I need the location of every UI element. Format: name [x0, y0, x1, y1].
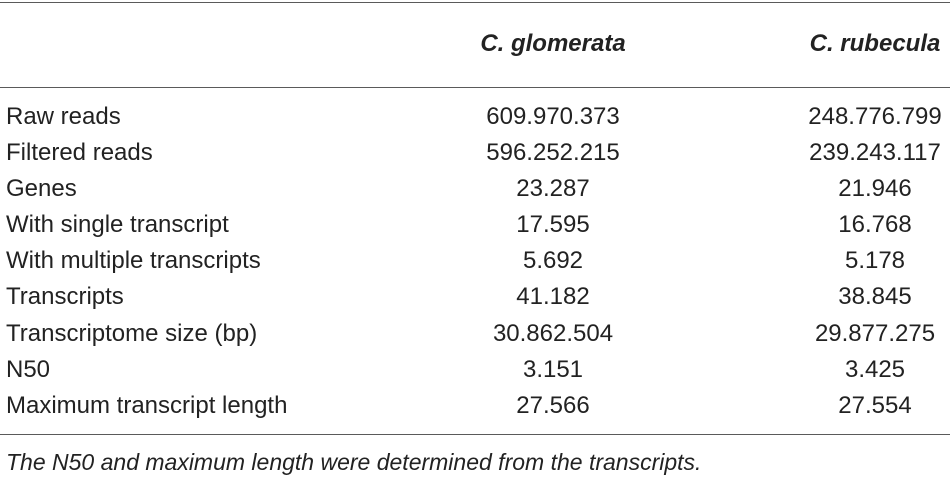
table-bottom-rule — [0, 434, 950, 435]
table-row — [0, 207, 950, 243]
cell-c-rubecula: 248.776.799 — [808, 103, 942, 130]
table-row — [0, 279, 950, 315]
row-label: N50 — [6, 355, 51, 383]
table-row — [0, 316, 950, 352]
table-top-rule — [0, 2, 950, 3]
cell-c-rubecula: 239.243.117 — [809, 139, 941, 167]
cell-c-rubecula: 21.946 — [838, 175, 912, 203]
cell-c-rubecula: 38.845 — [838, 283, 912, 311]
cell-c-glomerata: 596.252.215 — [486, 139, 620, 167]
row-label: Transcripts — [6, 283, 124, 311]
table-header-rule — [0, 87, 950, 88]
table-header-row — [0, 27, 950, 61]
cell-c-glomerata: 27.566 — [516, 391, 590, 419]
cell-c-glomerata: 17.595 — [516, 211, 590, 239]
row-label: Raw reads — [6, 103, 121, 130]
column-header-c-rubecula: C. rubecula — [809, 30, 941, 57]
cell-c-rubecula: 27.554 — [838, 391, 912, 419]
table-row — [0, 171, 950, 207]
row-label: With multiple transcripts — [6, 247, 261, 275]
cell-c-rubecula: 3.425 — [844, 355, 906, 383]
cell-c-rubecula: 16.768 — [838, 211, 912, 239]
cell-c-glomerata: 609.970.373 — [486, 103, 620, 130]
cell-c-glomerata: 23.287 — [516, 175, 590, 203]
row-label: With single transcript — [6, 211, 229, 239]
column-header-c-glomerata: C. glomerata — [480, 30, 626, 57]
row-label: Genes — [6, 175, 77, 203]
table-body — [0, 99, 950, 424]
table-row — [0, 99, 950, 135]
table-row — [0, 388, 950, 424]
row-label: Transcriptome size (bp) — [6, 319, 258, 347]
cell-c-rubecula: 29.877.275 — [814, 319, 936, 347]
table-row — [0, 135, 950, 171]
cell-c-rubecula: 5.178 — [844, 247, 906, 275]
cell-c-glomerata: 3.151 — [522, 355, 584, 383]
row-label: Filtered reads — [6, 139, 153, 167]
row-label: Maximum transcript length — [6, 391, 288, 419]
cell-c-glomerata: 30.862.504 — [492, 319, 614, 347]
table-row — [0, 352, 950, 388]
cell-c-glomerata: 41.182 — [516, 283, 590, 311]
table-footnote: The N50 and maximum length were determined from the transcripts. — [6, 449, 702, 475]
cell-c-glomerata: 5.692 — [522, 247, 584, 275]
table-row — [0, 243, 950, 279]
